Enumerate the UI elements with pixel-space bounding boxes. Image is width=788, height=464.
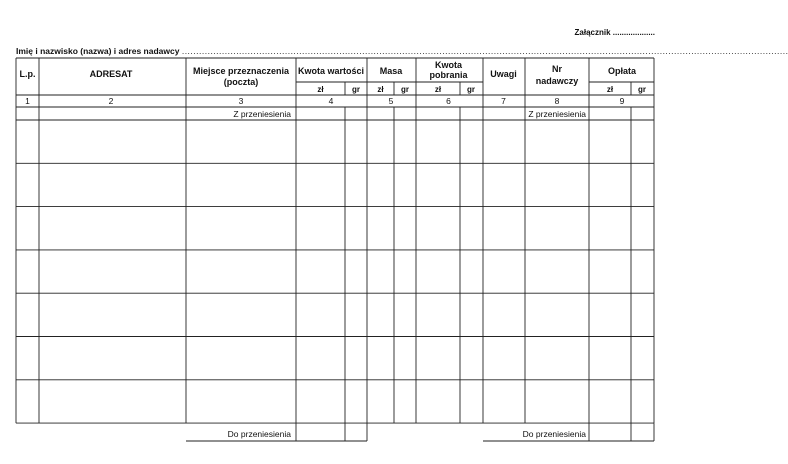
column-number: 8 xyxy=(554,96,560,106)
header-miejsce-line2: (poczta) xyxy=(223,77,259,87)
sender-dotted-line: .................................................................................................................................................................................................................... xyxy=(181,46,788,56)
header-kwota-pobrania-line2: pobrania xyxy=(429,70,468,80)
header-oplata: Opłata xyxy=(607,66,637,76)
header-masa: Masa xyxy=(379,66,403,76)
header-lp: L.p. xyxy=(19,69,36,79)
header-uwagi: Uwagi xyxy=(490,69,517,79)
column-number: 5 xyxy=(388,96,394,106)
header-nr-nadawczy-line2: nadawczy xyxy=(535,76,579,86)
column-number: 6 xyxy=(446,96,451,106)
column-number: 9 xyxy=(619,96,625,106)
header-kwota-pobrania-line1: Kwota xyxy=(435,60,462,70)
carry-out-label-right: Do przeniesienia xyxy=(522,429,586,439)
column-number: 1 xyxy=(25,96,30,106)
header-miejsce-line1: Miejsce przeznaczenia xyxy=(192,66,290,76)
header-nr-nadawczy-line1: Nr xyxy=(551,64,563,74)
column-number: 7 xyxy=(501,96,506,106)
column-number: 3 xyxy=(238,96,244,106)
column-number: 4 xyxy=(328,96,334,106)
subheader-pobranie-gr: gr xyxy=(467,85,475,94)
sender-label: Imię i nazwisko (nazwa) i adres nadawcy xyxy=(16,46,180,56)
carry-in-label-right: Z przeniesienia xyxy=(528,109,586,119)
subheader-oplata-zl: zł xyxy=(606,85,614,94)
column-number: 2 xyxy=(108,96,114,106)
subheader-masa-gr: gr xyxy=(401,85,409,94)
carry-out-label-left: Do przeniesienia xyxy=(227,429,291,439)
header-adresat: ADRESAT xyxy=(89,69,133,79)
header-kwota-wartosci: Kwota wartości xyxy=(297,66,365,76)
subheader-oplata-gr: gr xyxy=(638,85,646,94)
subheader-kwota-gr: gr xyxy=(352,85,360,94)
carry-in-label-left: Z przeniesienia xyxy=(233,109,291,119)
subheader-kwota-zl: zł xyxy=(317,85,324,94)
subheader-pobranie-zl: zł xyxy=(434,85,442,94)
subheader-masa-zl: zł xyxy=(377,85,384,94)
attachment-label: Załącznik ................... xyxy=(574,28,655,37)
